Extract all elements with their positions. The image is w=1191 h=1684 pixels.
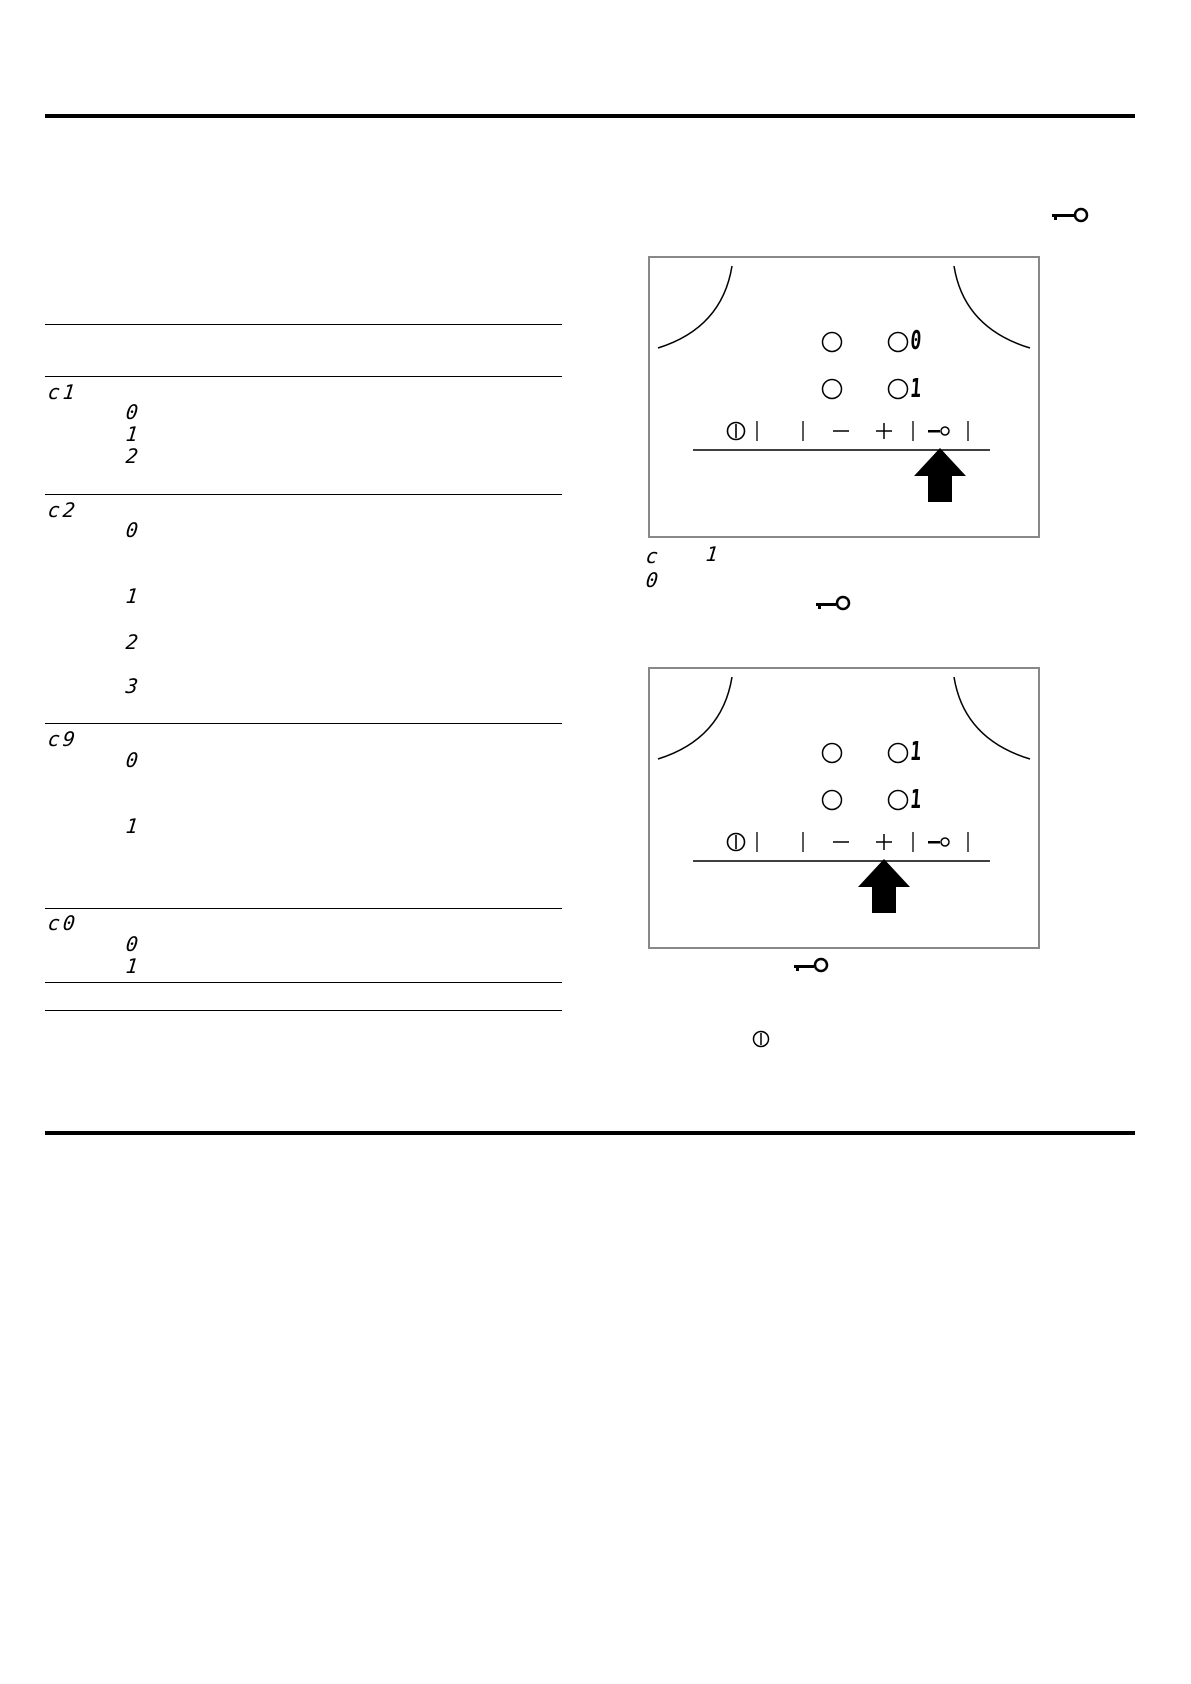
row-divider — [45, 494, 562, 495]
row-divider — [45, 982, 562, 983]
setting-option: 1 — [124, 422, 143, 446]
hob-control-diagram-1 — [648, 256, 1040, 538]
power-icon — [751, 1029, 771, 1049]
setting-option: 1 — [124, 954, 143, 978]
setting-code: c2 — [46, 498, 80, 522]
setting-code: c1 — [46, 380, 80, 404]
key-icon — [1052, 206, 1090, 224]
setting-option: 1 — [124, 584, 143, 608]
arrow-up-icon — [858, 859, 910, 913]
top-rule — [45, 114, 1135, 118]
display-digit: 0 — [909, 326, 923, 356]
setting-option: 0 — [124, 518, 143, 542]
setting-option: 2 — [124, 630, 143, 654]
display-digit: 1 — [909, 374, 923, 404]
setting-option: 0 — [124, 400, 143, 424]
hob-outline — [650, 258, 1038, 536]
power-icon — [728, 834, 745, 851]
table-top-rule — [45, 324, 562, 325]
hob-control-diagram-2 — [648, 667, 1040, 949]
setting-code: c9 — [46, 727, 80, 751]
readout-code: c — [644, 544, 663, 568]
arrow-up-icon — [914, 448, 966, 502]
key-icon — [816, 594, 852, 612]
plus-icon — [876, 423, 892, 439]
display-digit: 1 — [909, 785, 923, 815]
readout-setting-value: 0 — [644, 568, 663, 592]
table-bottom-rule — [45, 1010, 562, 1011]
row-divider — [45, 908, 562, 909]
setting-code: c0 — [46, 911, 80, 935]
key-icon — [928, 838, 949, 846]
plus-icon — [876, 834, 892, 850]
row-divider — [45, 723, 562, 724]
table-header-rule — [45, 376, 562, 377]
setting-option: 3 — [124, 674, 143, 698]
setting-option: 1 — [124, 814, 143, 838]
readout-code-value: 1 — [704, 542, 723, 566]
bottom-rule — [45, 1131, 1135, 1135]
power-icon — [728, 423, 745, 440]
hob-outline — [650, 669, 1038, 947]
display-digit: 1 — [909, 737, 923, 767]
setting-option: 0 — [124, 932, 143, 956]
key-icon — [928, 427, 949, 435]
key-icon — [794, 956, 830, 974]
setting-option: 0 — [124, 748, 143, 772]
setting-option: 2 — [124, 444, 143, 468]
